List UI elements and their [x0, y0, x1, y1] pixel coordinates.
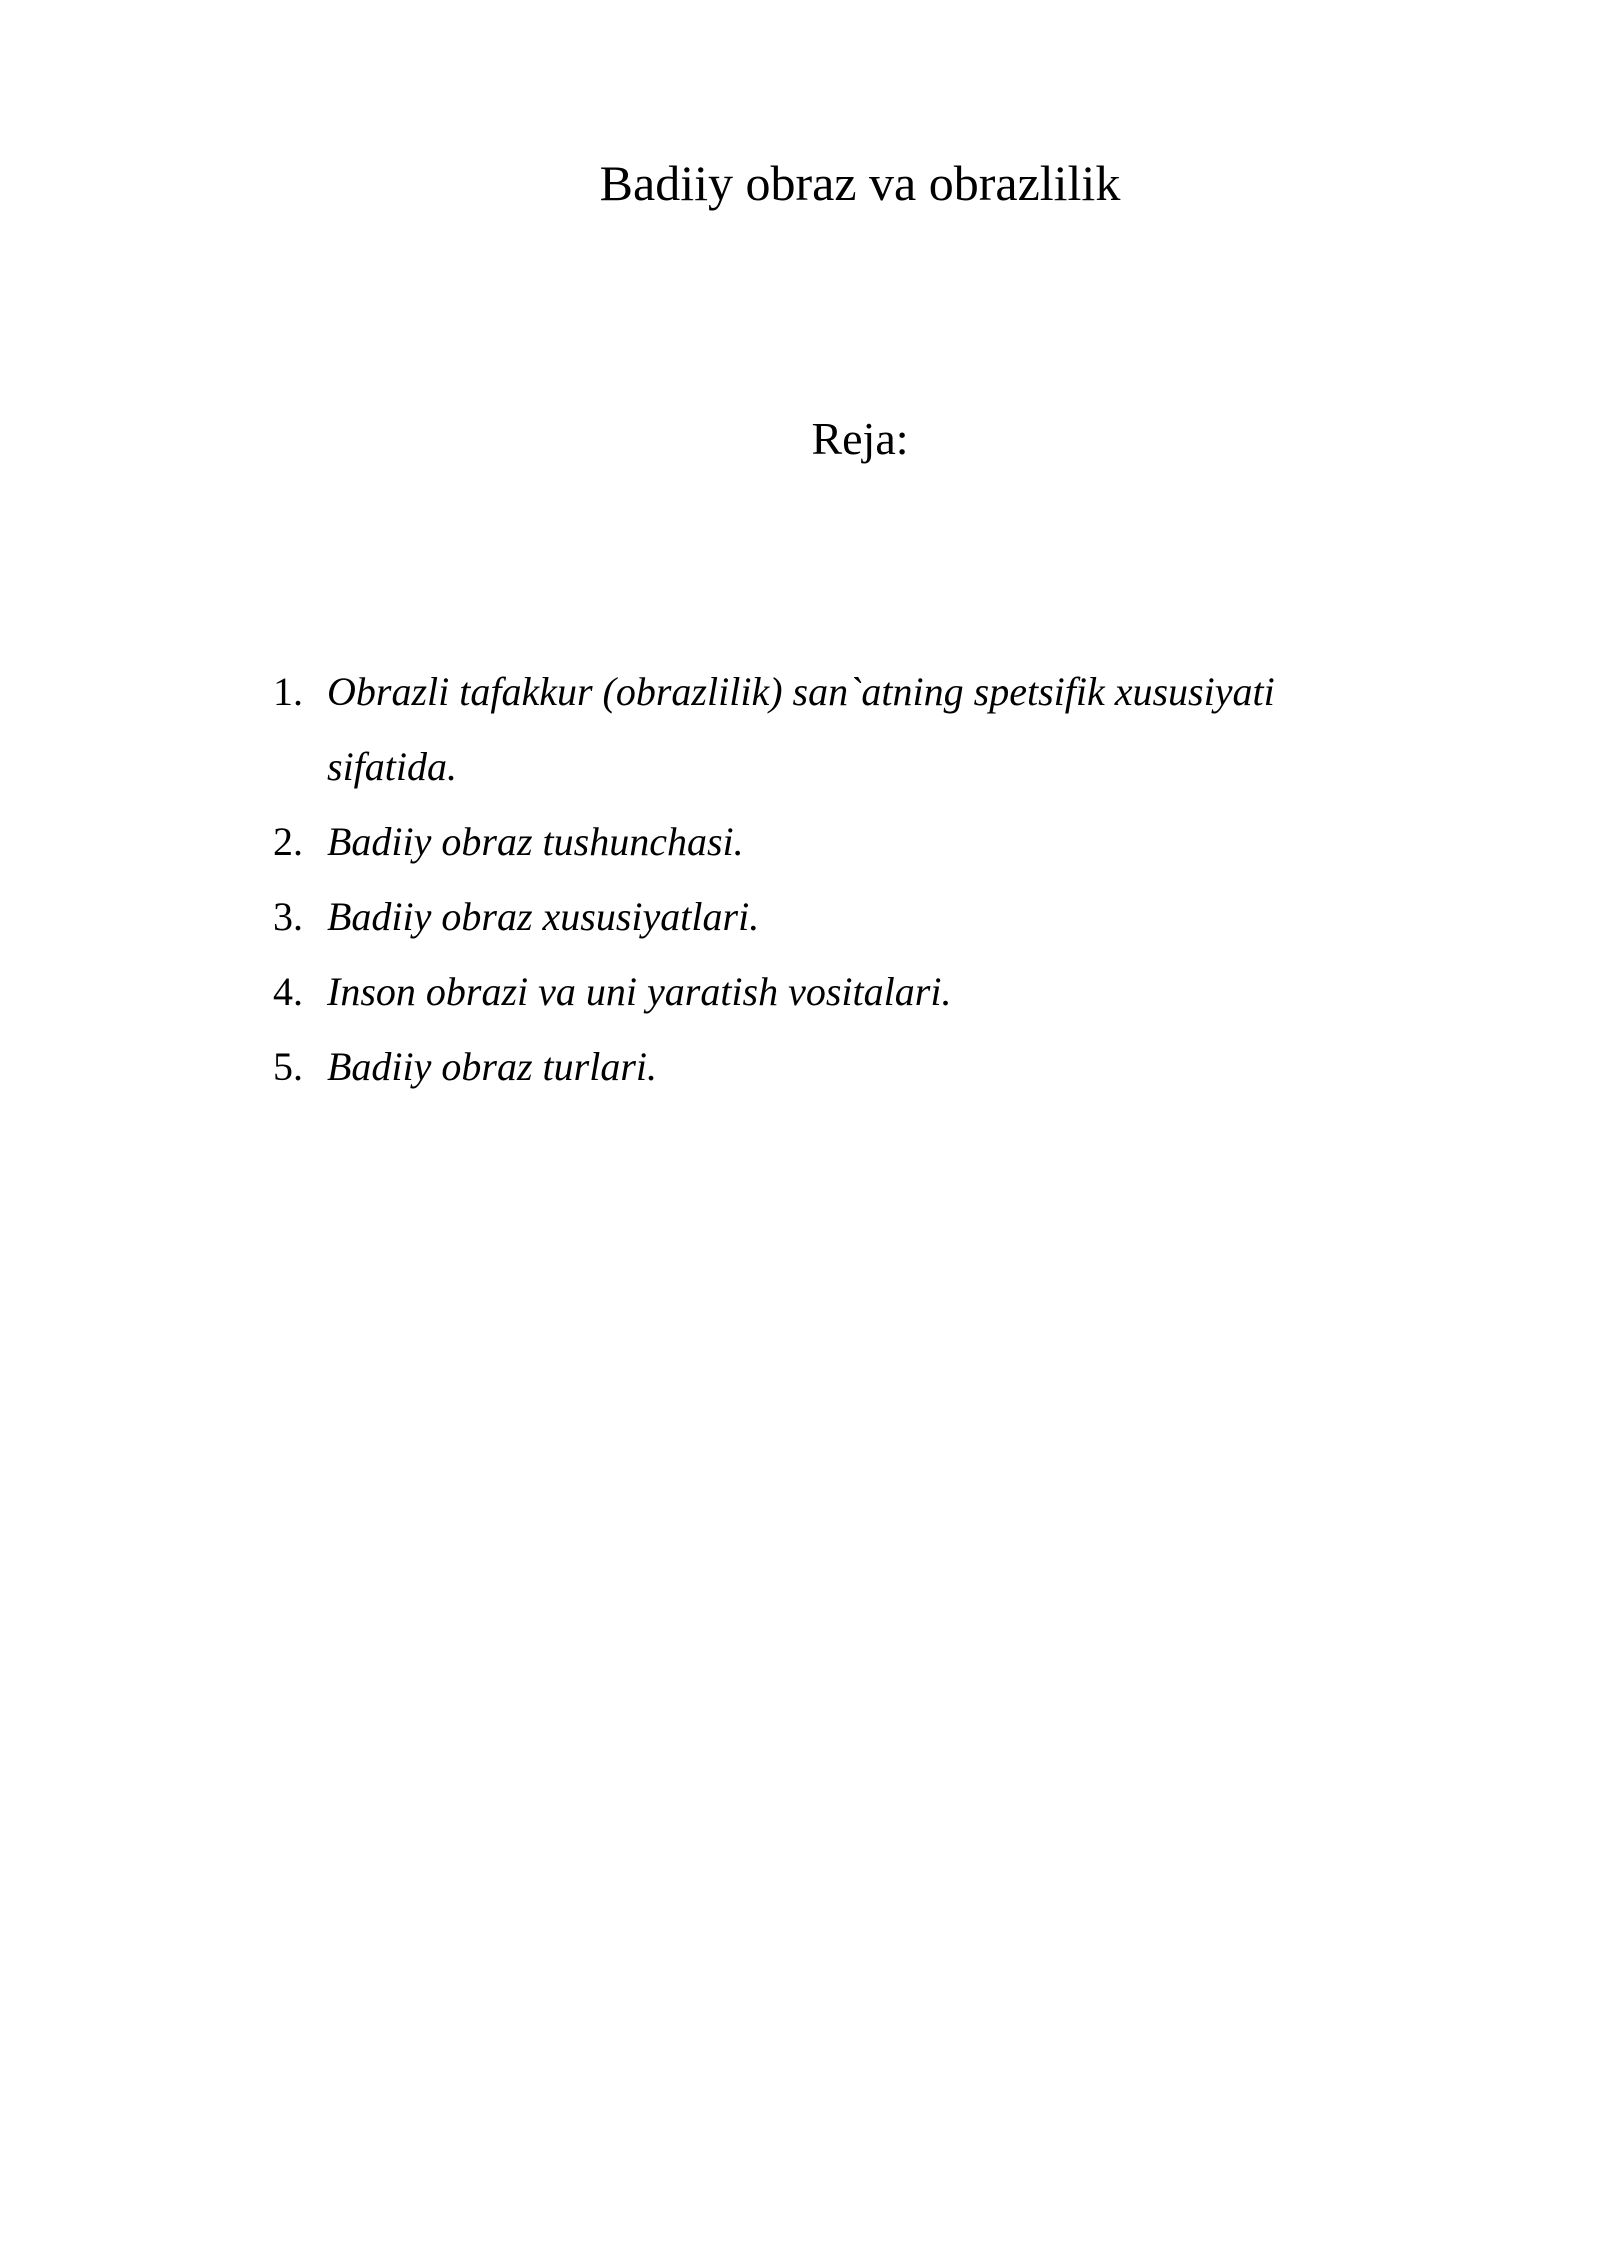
plan-item-text: Badiiy obraz xususiyatlari. — [327, 894, 760, 939]
plan-item-number: 2. — [273, 819, 303, 864]
plan-item — [273, 954, 1373, 1029]
plan-item-number: 1. — [273, 669, 303, 714]
plan-item-text: Badiiy obraz tushunchasi. — [327, 819, 744, 864]
plan-heading: Reja: — [811, 413, 909, 464]
plan-item-number: 4. — [273, 969, 303, 1014]
plan-item-text: Inson obrazi va uni yaratish vositalari. — [327, 969, 952, 1014]
plan-item — [273, 879, 1373, 954]
plan-item — [273, 654, 1373, 804]
plan-item — [273, 804, 1373, 879]
plan-item-number: 5. — [273, 1044, 303, 1089]
plan-item-text: Badiiy obraz turlari. — [327, 1044, 658, 1089]
plan-item-text: Obrazli tafakkur (obrazlilik) san`atning spetsifik xususiyati sifatida. — [327, 669, 1275, 789]
document-title: Badiiy obraz va obrazlilik — [599, 155, 1121, 211]
plan-list — [273, 654, 1373, 1104]
plan-item-number: 3. — [273, 894, 303, 939]
plan-item — [273, 1029, 1373, 1104]
